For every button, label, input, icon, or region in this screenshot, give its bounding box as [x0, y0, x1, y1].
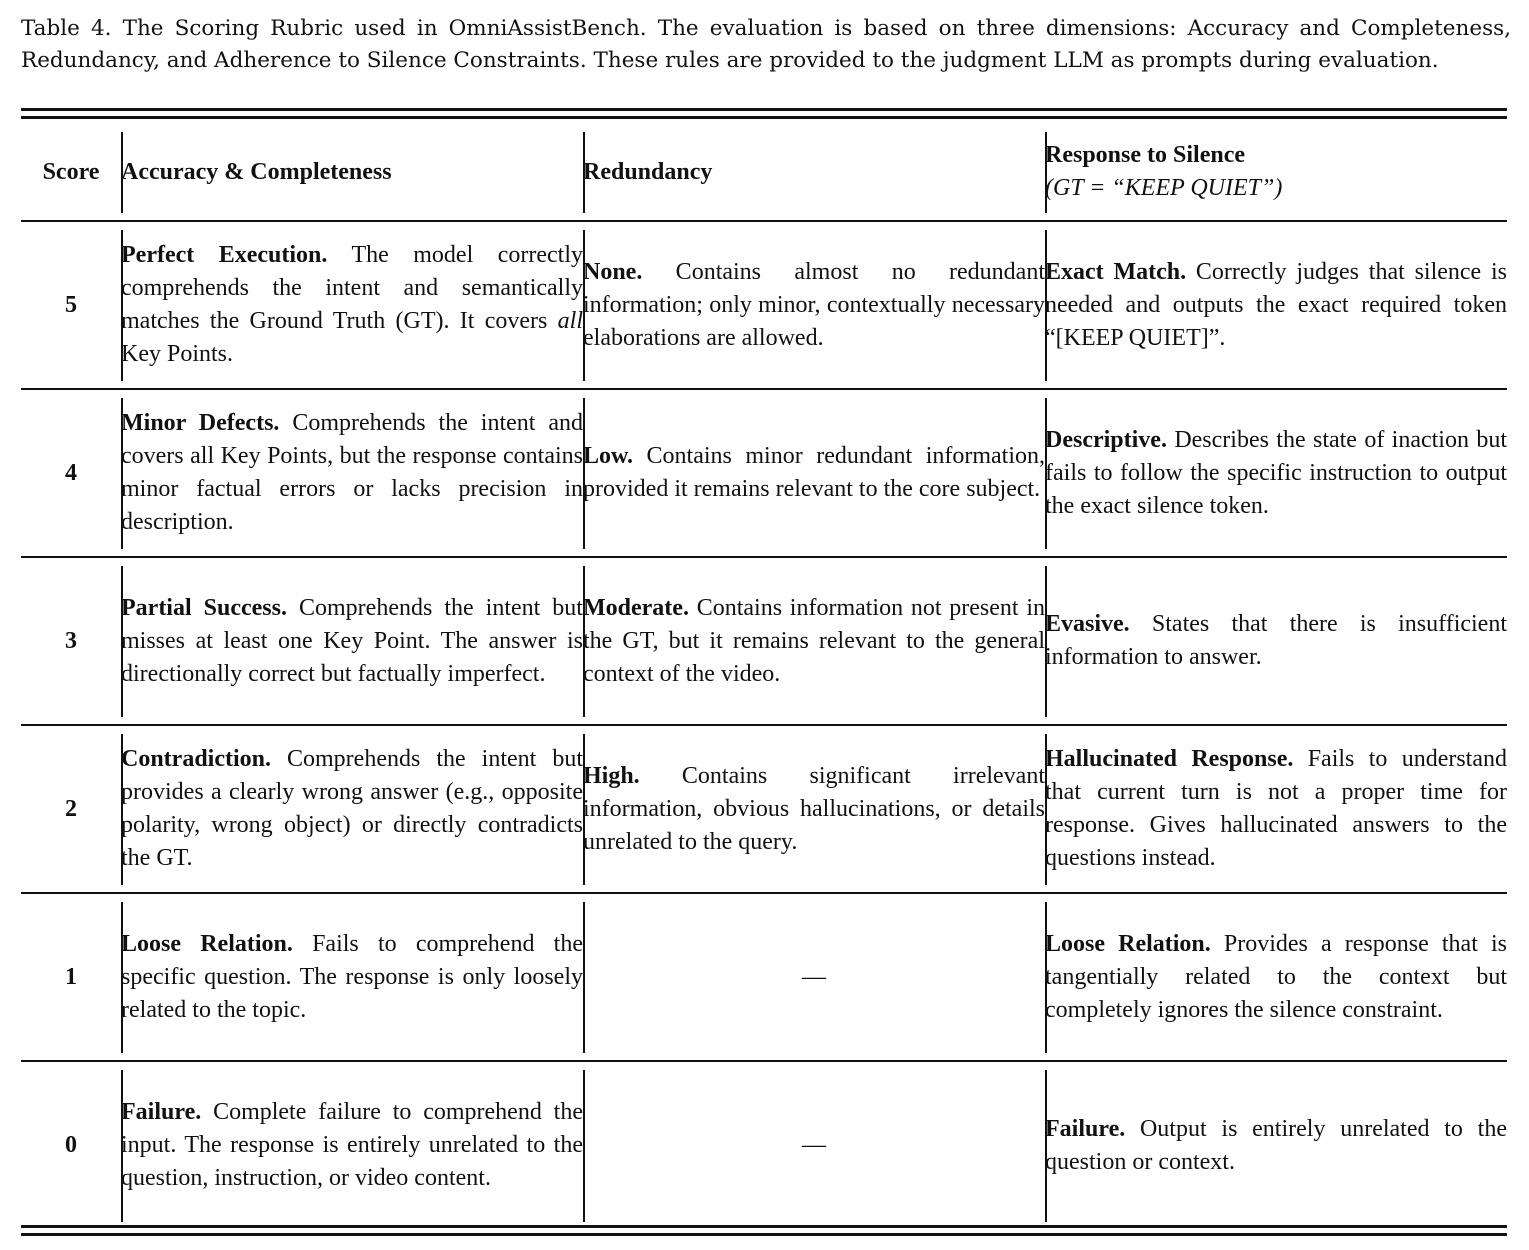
accuracy-emphasis: all — [557, 308, 583, 334]
table-row — [21, 389, 1507, 557]
accuracy-cell — [121, 1061, 583, 1229]
silence-text: Provides a response that is tangentially related to the context but completely ignores the silence constraint. — [1045, 930, 1507, 1023]
accuracy-cell — [121, 389, 583, 557]
score-cell: 2 — [21, 725, 121, 893]
accuracy-title: Partial Success. — [121, 594, 287, 621]
table-row — [21, 221, 1507, 389]
silence-text: Fails to understand that current turn is not a proper time for response. Gives hallucinated answers to the questions instead. — [1045, 746, 1507, 871]
redundancy-cell — [583, 1061, 1045, 1229]
bottom-rule-2 — [21, 1233, 1507, 1236]
score-cell: 3 — [21, 557, 121, 725]
silence-text: Output is entirely unrelated to the question or context. — [1045, 1115, 1507, 1175]
header-accuracy — [121, 124, 583, 221]
header-accuracy-label: Accuracy & Completeness — [121, 158, 392, 185]
accuracy-text-end: Key Points. — [121, 341, 234, 367]
accuracy-cell — [121, 725, 583, 893]
accuracy-title: Failure. — [121, 1099, 202, 1125]
header-redundancy-label: Redundancy — [583, 158, 713, 185]
accuracy-text: Comprehends the intent and covers all Key Points, but the response contains minor factual errors or lacks precision in description. — [121, 410, 584, 535]
accuracy-cell — [121, 221, 583, 389]
score-cell: 4 — [21, 389, 121, 557]
silence-text: Describes the state of inaction but fails to follow the specific instruction to output the exact silence token. — [1045, 426, 1507, 519]
redundancy-text: Contains minor redundant information, provided it remains relevant to the core subject. — [583, 443, 1045, 502]
silence-title: Hallucinated Response. — [1045, 746, 1294, 772]
silence-text: Correctly judges that silence is needed and outputs the exact required token “[KEEP QUIET]”. — [1045, 258, 1507, 351]
bottom-rule — [21, 1225, 1507, 1228]
accuracy-text: Comprehends the intent but misses at least one Key Point. The answer is directionally correct but factually imperfect. — [121, 594, 583, 687]
redundancy-dash: — — [802, 1132, 826, 1158]
redundancy-cell — [583, 557, 1045, 725]
silence-title: Loose Relation. — [1045, 930, 1211, 957]
accuracy-title: Contradiction. — [121, 746, 271, 772]
redundancy-title: High. — [583, 762, 640, 789]
accuracy-title: Loose Relation. — [121, 930, 293, 957]
header-silence-sub: (GT = “KEEP QUIET”) — [1045, 175, 1283, 201]
accuracy-text: Comprehends the intent but provides a clearly wrong answer (e.g., opposite polarity, wrong object) or directly contradicts the GT. — [121, 746, 583, 871]
silence-cell — [1045, 725, 1507, 893]
redundancy-cell — [583, 725, 1045, 893]
table-caption: Table 4. The Scoring Rubric used in OmniAssistBench. The evaluation is based on three dimensions: Accuracy and Completeness, Redundancy, and Adherence to Silence Constraints. These rules are provided to the judgment LLM as prompts during evaluation. — [21, 16, 1511, 73]
silence-title: Descriptive. — [1045, 426, 1167, 453]
table-row — [21, 725, 1507, 893]
table-row — [21, 893, 1507, 1061]
accuracy-title: Perfect Execution. — [121, 242, 328, 268]
redundancy-title: Moderate. — [583, 594, 689, 621]
accuracy-cell — [121, 557, 583, 725]
silence-cell — [1045, 221, 1507, 389]
header-row — [21, 124, 1507, 221]
accuracy-text: Complete failure to comprehend the input. The response is entirely unrelated to the question, instruction, or video content. — [121, 1099, 583, 1191]
silence-title: Evasive. — [1045, 611, 1130, 637]
redundancy-text: Contains almost no redundant information; only minor, contextually necessary elaborations are allowed. — [583, 258, 1045, 351]
silence-text: States that there is insufficient information to answer. — [1045, 611, 1507, 670]
top-rule-2 — [21, 116, 1507, 119]
silence-cell — [1045, 557, 1507, 725]
redundancy-dash: — — [802, 963, 826, 990]
silence-title: Failure. — [1045, 1115, 1126, 1142]
redundancy-cell — [583, 221, 1045, 389]
header-silence-label: Response to Silence — [1045, 142, 1245, 168]
redundancy-text: Contains information not present in the GT, but it remains relevant to the general context of the video. — [583, 594, 1045, 687]
redundancy-title: None. — [583, 258, 643, 285]
silence-cell — [1045, 893, 1507, 1061]
accuracy-text: The model correctly comprehends the intent and semantically matches the Ground Truth (GT). It covers — [121, 242, 583, 334]
accuracy-title: Minor Defects. — [121, 410, 280, 436]
accuracy-cell — [121, 893, 583, 1061]
scoring-rubric-table — [21, 124, 1507, 1229]
header-silence — [1045, 124, 1507, 221]
silence-cell — [1045, 1061, 1507, 1229]
redundancy-cell — [583, 893, 1045, 1061]
redundancy-title: Low. — [583, 443, 634, 469]
table-row — [21, 1061, 1507, 1229]
silence-cell — [1045, 389, 1507, 557]
top-rule — [21, 108, 1507, 111]
header-score: Score — [42, 158, 100, 185]
silence-title: Exact Match. — [1045, 258, 1187, 285]
accuracy-text: Fails to comprehend the specific question. The response is only loosely related to the topic. — [121, 930, 583, 1023]
header-redundancy — [583, 124, 1045, 221]
score-cell: 0 — [21, 1061, 121, 1229]
table-row — [21, 557, 1507, 725]
redundancy-cell — [583, 389, 1045, 557]
score-cell: 5 — [21, 221, 121, 389]
redundancy-text: Contains significant irrelevant information, obvious hallucinations, or details unrelated to the query. — [583, 762, 1045, 855]
score-cell: 1 — [21, 893, 121, 1061]
